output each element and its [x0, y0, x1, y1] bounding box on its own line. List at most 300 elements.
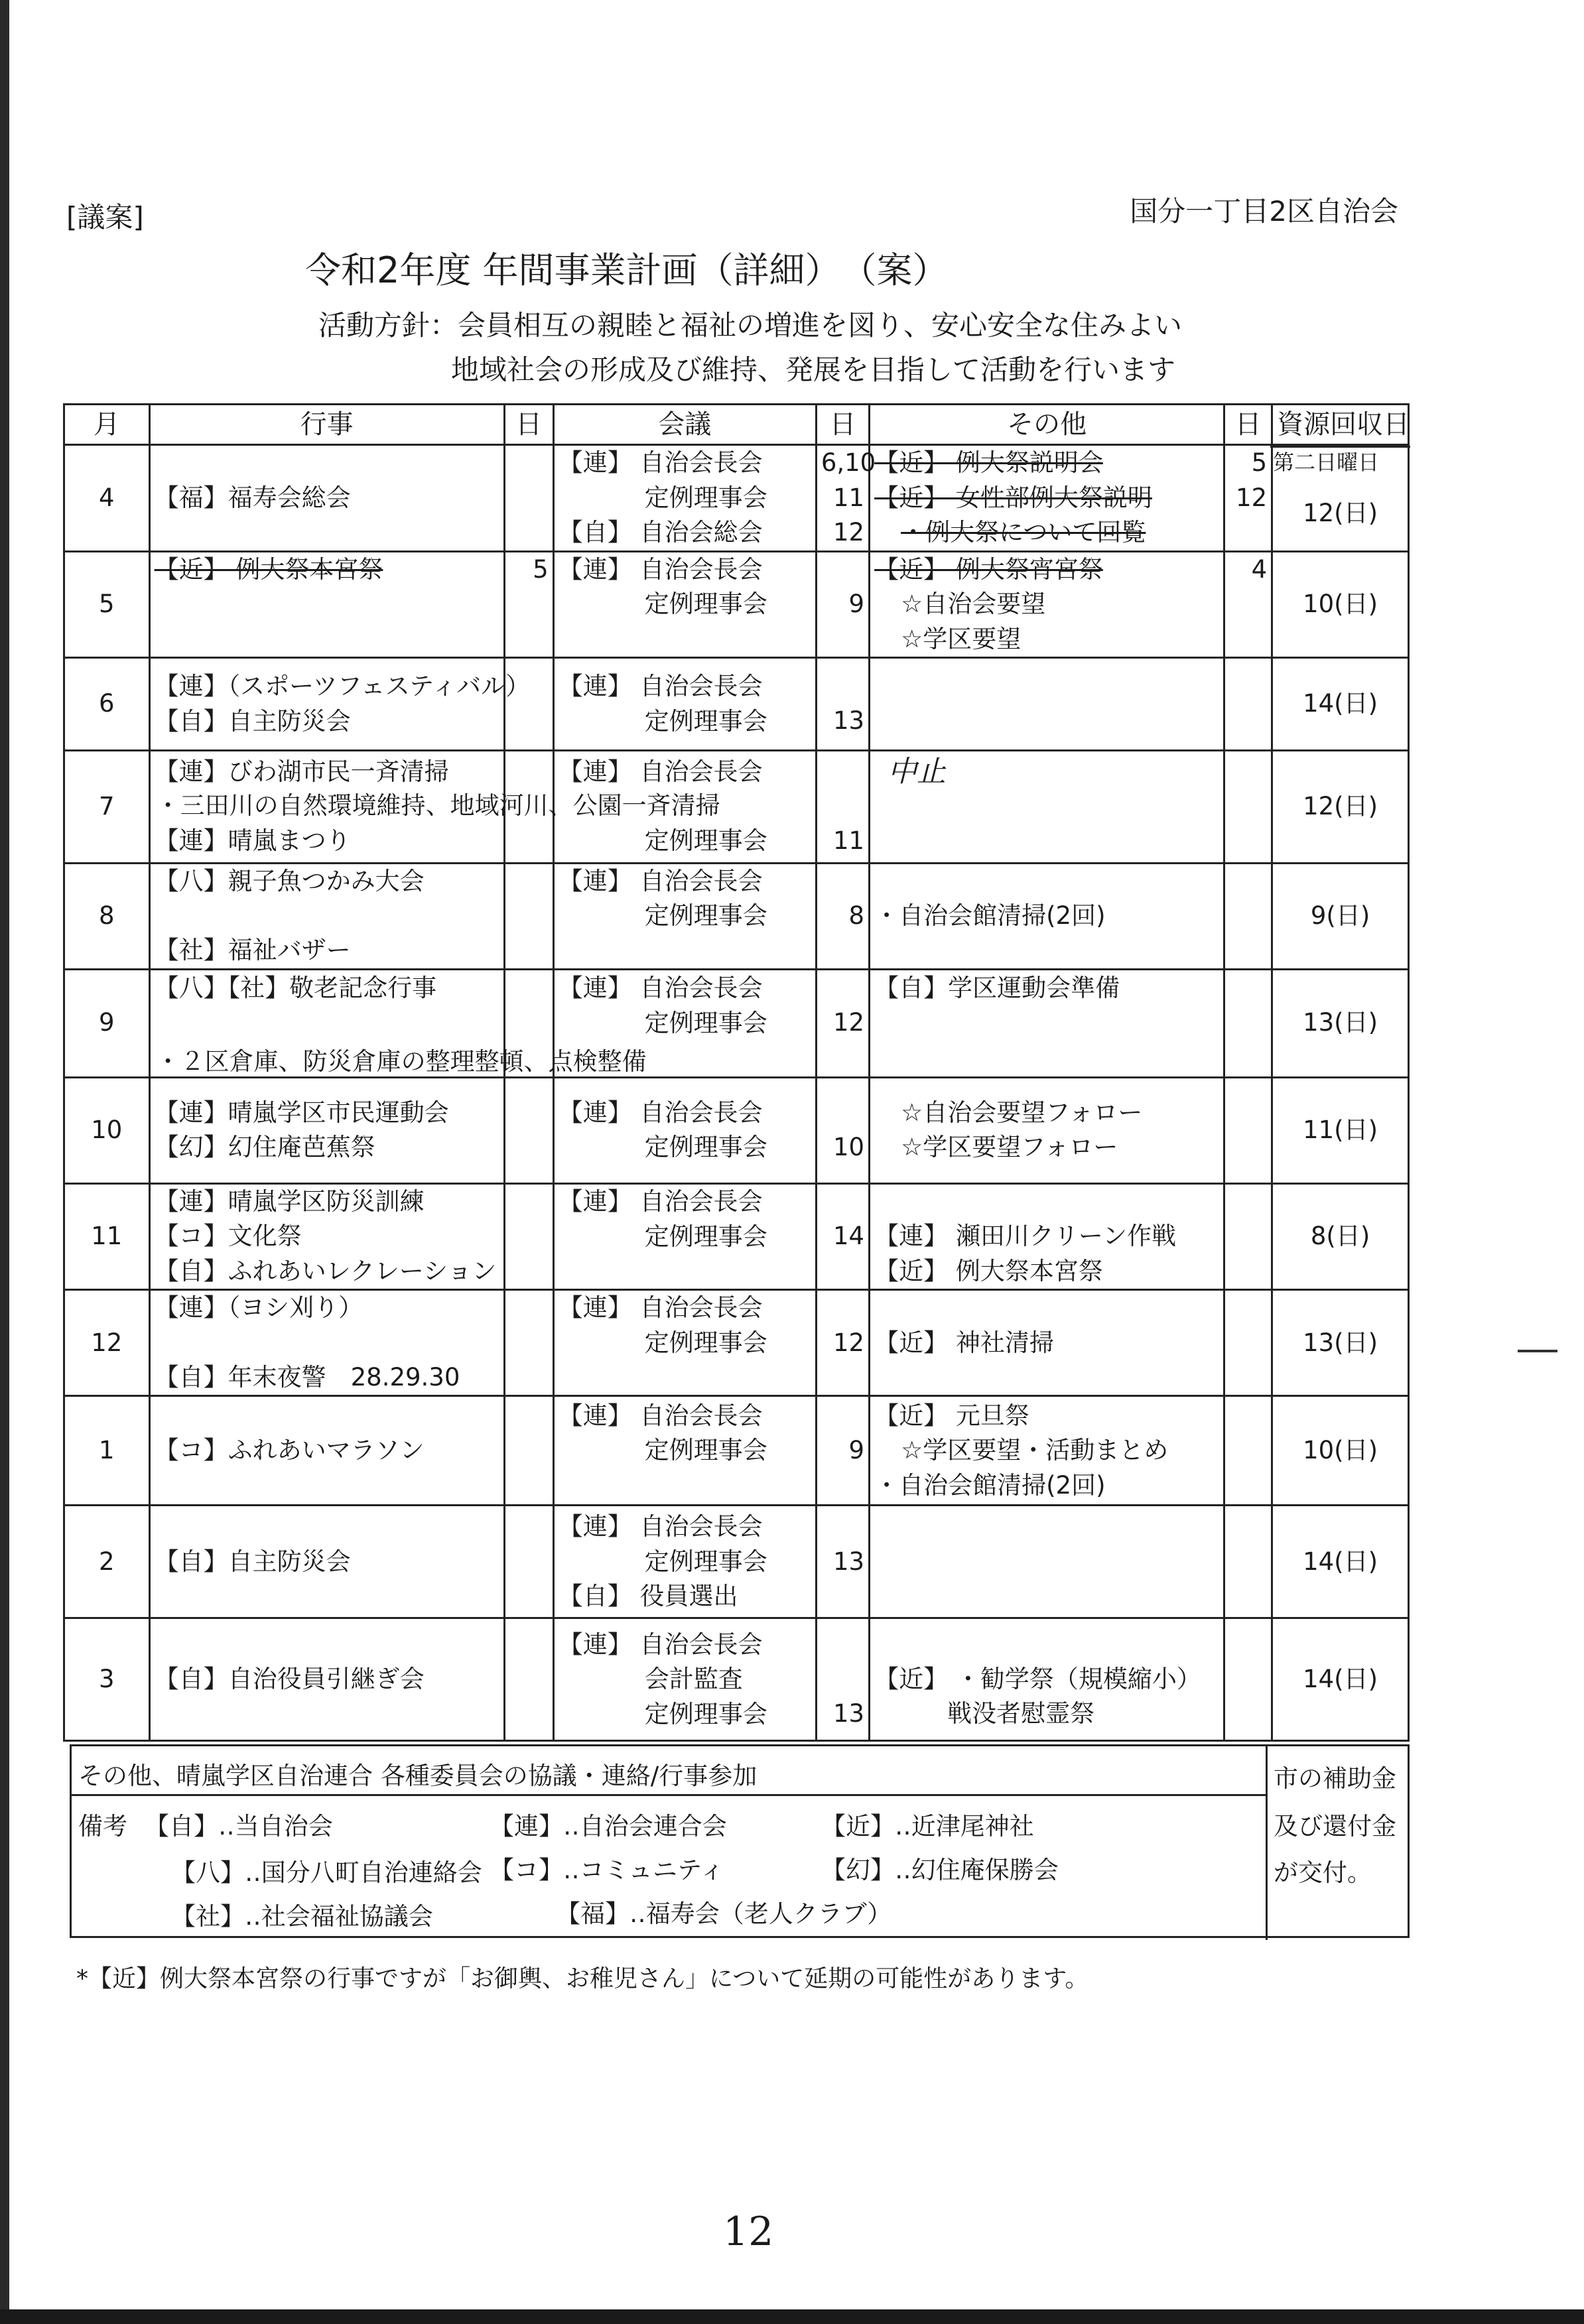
other-day-cell	[1224, 1506, 1272, 1618]
event_day-line	[509, 1096, 549, 1130]
event-cell	[149, 1183, 504, 1290]
event_day-line	[509, 1433, 549, 1468]
legend-item: 【福】‥福寿会（老人クラブ）	[556, 1900, 892, 1928]
meeting_day-line	[821, 971, 864, 1005]
event-line: 【自】自治役員引継ぎ会	[154, 1665, 425, 1694]
other-line	[874, 828, 1219, 862]
event-day-cell	[504, 1077, 553, 1183]
header-recycle-line2: 第二日曜日	[1270, 446, 1410, 478]
meeting-cell	[553, 1618, 816, 1741]
meeting-day-cell	[816, 751, 869, 863]
other_day-line	[1229, 933, 1267, 968]
meeting-cell	[553, 1396, 816, 1506]
meeting_day-line	[821, 1662, 864, 1697]
scan-edge-left	[0, 0, 9, 2324]
other-cell	[870, 551, 1224, 658]
recycle-day-value: 12(日)	[1303, 499, 1378, 528]
recycle-day-cell: 14(日)	[1272, 658, 1409, 751]
meeting_day-line: 13	[833, 1547, 865, 1576]
other_day-line	[1229, 1360, 1267, 1395]
table-row	[64, 863, 1409, 969]
meeting-line: 【自】 自治会総会	[558, 518, 763, 547]
meeting-cell	[553, 1290, 816, 1396]
event_day-line	[509, 899, 549, 933]
meeting_day-line	[821, 1185, 864, 1219]
other_day-line	[1229, 1510, 1267, 1545]
header-meeting-day: 日	[816, 405, 869, 445]
meeting-line	[559, 1360, 811, 1395]
meeting_day-line	[821, 669, 864, 704]
meeting-line: 【連】 自治会長会	[558, 1187, 763, 1216]
meeting-line: 定例理事会	[644, 901, 767, 931]
event-line: 【連】晴嵐学区防災訓練	[154, 1187, 425, 1216]
event-cell	[149, 445, 504, 552]
event_day-line	[509, 622, 549, 657]
other-day-cell	[1224, 969, 1272, 1077]
event-line	[155, 1579, 499, 1614]
event-line: 【連】晴嵐学区市民運動会	[154, 1098, 449, 1127]
meeting_day-line	[821, 933, 864, 968]
meeting-line: 【連】 自治会長会	[558, 1401, 763, 1430]
meeting-day-cell	[816, 658, 869, 751]
meeting-line: 【連】 自治会長会	[558, 757, 763, 786]
month-cell: 7	[64, 751, 150, 863]
event-line: 【連】（スポーツフェスティバル）	[154, 672, 531, 701]
event_day-line	[509, 1185, 549, 1220]
event_day-line: 5	[533, 555, 549, 584]
other_day-line	[1229, 1579, 1267, 1614]
other-cell	[870, 1618, 1224, 1741]
event-line: 【連】晴嵐まつり	[154, 826, 351, 856]
meeting_day-line: 9	[848, 1436, 865, 1465]
month-cell: 2	[64, 1506, 150, 1618]
month-cell: 12	[64, 1290, 150, 1396]
other-line	[874, 1579, 1219, 1614]
meeting-cell	[553, 445, 816, 552]
other-day-cell	[1224, 1396, 1272, 1506]
other-line	[874, 1628, 1219, 1662]
other-cell	[870, 1506, 1224, 1618]
other-line: ☆自治会要望	[901, 590, 1046, 619]
meeting-day-cell	[816, 969, 869, 1077]
table-row	[64, 551, 1409, 658]
event-line: 【八】親子魚つかみ大会	[154, 866, 425, 895]
event-line: 【近】 例大祭本宮祭	[154, 555, 383, 584]
header-other: その他	[870, 405, 1224, 445]
event-line: 【幻】幻住庵芭蕉祭	[154, 1133, 375, 1162]
event-line	[155, 1628, 499, 1662]
other_day-line	[1229, 1220, 1267, 1254]
meeting-day-cell	[816, 1506, 869, 1618]
other-cell	[870, 751, 1224, 863]
organization-name: 国分一丁目2区自治会	[1130, 195, 1398, 227]
event_day-line	[509, 446, 549, 481]
other-day-cell	[1224, 751, 1272, 863]
event-line	[155, 588, 499, 622]
other_day-line	[1229, 1662, 1267, 1697]
other-line: ・自治会館清掃(2回)	[874, 1470, 1106, 1500]
event-line	[155, 446, 499, 481]
meeting_day-line	[821, 1096, 864, 1130]
other-day-cell	[1224, 863, 1272, 969]
meeting-day-cell	[816, 1290, 869, 1396]
header-recycle	[1272, 405, 1409, 445]
header-other-day: 日	[1224, 405, 1272, 445]
meeting-day-cell	[816, 1396, 869, 1506]
other_day-line	[1229, 704, 1267, 739]
event_day-line	[509, 1220, 549, 1254]
other-day-cell	[1224, 658, 1272, 751]
other-line: ☆学区要望フォロー	[901, 1133, 1118, 1162]
other-line: 【近】 例大祭本宮祭	[874, 1256, 1103, 1285]
meeting-line: 定例理事会	[644, 1328, 767, 1357]
event_day-line	[509, 1510, 549, 1545]
policy-line-1: 活動方針：会員相互の親睦と福祉の増進を図り、安心安全な住みよい	[318, 309, 1183, 342]
other-line: 【連】 瀬田川クリーン作戦	[874, 1221, 1177, 1250]
other_day-line	[1229, 1399, 1267, 1433]
other_day-line	[1229, 1326, 1267, 1360]
table-row	[64, 969, 1409, 1077]
meeting-line: 定例理事会	[644, 590, 767, 619]
other-line	[874, 1510, 1219, 1545]
meeting_day-line: 9	[848, 590, 865, 619]
other-line: ・自治会館清掃(2回)	[874, 901, 1106, 930]
event-cell	[149, 1506, 504, 1618]
event-day-cell	[504, 551, 553, 658]
meeting-cell	[553, 1077, 816, 1183]
other_day-line	[1229, 972, 1267, 1006]
header-month: 月	[64, 405, 150, 445]
other_day-line	[1229, 622, 1267, 657]
meeting_day-line	[821, 1628, 864, 1662]
other-line: 戦没者慰霊祭	[947, 1699, 1095, 1728]
event_day-line	[509, 864, 549, 899]
month-cell: 9	[64, 969, 150, 1077]
annual-plan-table	[63, 403, 1410, 1742]
event-day-cell	[504, 1506, 553, 1618]
event-line	[155, 1468, 499, 1503]
footer-other-note: その他、晴嵐学区自治連合 各種委員会の協議・連絡/行事参加	[78, 1762, 758, 1790]
recycle-day-cell: 13(日)	[1272, 1290, 1409, 1396]
other-line: ☆学区要望	[901, 624, 1022, 653]
event-cell	[149, 1077, 504, 1183]
meeting-line: 【連】 自治会長会	[558, 974, 763, 1003]
meeting_day-line: 8	[848, 901, 865, 930]
other_day-line	[1229, 1041, 1267, 1075]
other-cell	[870, 658, 1224, 751]
event-day-cell	[504, 1396, 553, 1506]
header-event: 行事	[149, 405, 504, 445]
other_day-line	[1229, 1697, 1267, 1731]
event_day-line	[509, 972, 549, 1006]
meeting-line: 定例理事会	[644, 1222, 767, 1251]
meeting_day-line	[821, 622, 864, 657]
other-day-cell	[1224, 1077, 1272, 1183]
meeting-cell	[553, 863, 816, 969]
page-number: 12	[723, 2209, 774, 2255]
meeting-line: 【連】 自治会長会	[558, 1512, 763, 1541]
other-line: 【近】 ・勧学祭（規模縮小）	[874, 1664, 1201, 1693]
event-cell	[149, 863, 504, 969]
table-row	[64, 445, 1409, 552]
event-day-cell	[504, 863, 553, 969]
footer-divider	[72, 1794, 1266, 1796]
other-cell	[870, 445, 1224, 552]
other_day-line	[1229, 755, 1267, 789]
legend-item: 【八】‥国分八町自治連絡会	[171, 1858, 482, 1887]
meeting_day-line	[821, 864, 864, 899]
meeting-day-cell	[816, 1618, 869, 1741]
event-line: 【自】自主防災会	[154, 706, 351, 736]
other_day-line	[1229, 789, 1267, 824]
other_day-line	[1229, 1185, 1267, 1220]
meeting_day-line	[821, 1360, 864, 1395]
footnote: *【近】例大祭本宮祭の行事ですが「お御輿、お稚児さん」について延期の可能性があります。	[76, 1965, 1089, 1992]
recycle-day-cell	[1272, 445, 1409, 552]
legend-item: 【社】‥社会福祉協議会	[171, 1902, 433, 1931]
event-day-cell	[504, 1290, 553, 1396]
event-line: 【自】自主防災会	[154, 1547, 351, 1576]
meeting_day-line	[821, 1041, 864, 1075]
month-cell: 4	[64, 445, 150, 552]
month-cell: 1	[64, 1396, 150, 1506]
other_day-line	[1229, 824, 1267, 858]
other-line: ☆学区要望・活動まとめ	[901, 1436, 1169, 1465]
other_day-line	[1229, 1468, 1267, 1502]
event-line	[155, 899, 499, 933]
other_day-line: 4	[1251, 555, 1268, 584]
meeting-cell	[553, 551, 816, 658]
event-line	[155, 1697, 499, 1732]
event-line	[155, 1326, 499, 1360]
event-line: 【自】年末夜警 28.29.30	[154, 1362, 460, 1391]
meeting-line: 【連】 自治会長会	[558, 1293, 763, 1323]
meeting-line: 【連】 自治会長会	[558, 1630, 763, 1659]
meeting_day-line	[821, 1399, 864, 1433]
legend-item: 【近】‥近津尾神社	[821, 1812, 1034, 1840]
meeting_day-line	[821, 552, 864, 587]
other-line	[874, 1006, 1219, 1041]
meeting-line	[559, 1254, 811, 1289]
event-line	[155, 1510, 499, 1545]
event_day-line	[509, 704, 549, 739]
other_day-line	[1229, 1291, 1267, 1326]
footer-divider-vertical	[1266, 1746, 1268, 1940]
event_day-line	[509, 1254, 549, 1289]
legend-item: 【コ】‥コミュニティ	[490, 1856, 724, 1884]
other-line	[874, 1291, 1219, 1326]
event-cell	[149, 969, 647, 1077]
recycle-day-cell: 11(日)	[1272, 1077, 1409, 1183]
other-line	[874, 670, 1219, 704]
other-line: ・例大祭について回覧	[901, 518, 1146, 547]
month-cell: 10	[64, 1077, 150, 1183]
recycle-day-cell: 14(日)	[1272, 1506, 1409, 1618]
event-line	[155, 622, 499, 657]
meeting-line: 【連】 自治会長会	[558, 866, 763, 895]
event-cell	[149, 1396, 504, 1506]
event_day-line	[509, 1291, 549, 1326]
event_day-line	[509, 1399, 549, 1433]
other-line	[874, 864, 1219, 899]
legend-item: 【連】‥自治会連合会	[490, 1812, 727, 1840]
meeting-line: 【連】 自治会長会	[558, 554, 763, 584]
meeting-line: 定例理事会	[644, 1547, 767, 1576]
other-line	[874, 1360, 1219, 1395]
meeting-cell	[553, 1183, 816, 1290]
other_day-line	[1229, 1096, 1267, 1130]
meeting_day-line: 12	[833, 1328, 865, 1357]
event_day-line	[509, 1326, 549, 1360]
meeting-line: 定例理事会	[644, 1436, 767, 1465]
meeting_day-line	[821, 1510, 864, 1545]
recycle-day-cell: 12(日)	[1272, 751, 1409, 863]
event_day-line	[509, 1360, 549, 1395]
event-line: 【社】福祉バザー	[154, 936, 351, 965]
event-cell	[149, 551, 504, 658]
meeting-line	[559, 934, 811, 968]
meeting_day-line	[821, 1579, 864, 1614]
event-day-cell	[504, 445, 553, 552]
event-span-line: ・２区倉庫、防災倉庫の整理整頓、点検整備	[155, 1047, 647, 1076]
table-row	[64, 1290, 1409, 1396]
meeting_day-line	[821, 755, 864, 789]
table-row	[64, 1077, 1409, 1183]
event-line: 【連】（ヨシ刈り）	[154, 1293, 363, 1323]
event_day-line	[509, 1545, 549, 1579]
meeting_day-line: 12	[833, 518, 865, 547]
event-day-cell	[504, 1618, 553, 1741]
other-line	[874, 793, 1219, 828]
event-line	[155, 1399, 499, 1433]
event-day-cell	[504, 1183, 553, 1290]
other-line: 【近】 元旦祭	[874, 1401, 1029, 1430]
event_day-line	[509, 933, 549, 968]
other-cell	[870, 1077, 1224, 1183]
legend-item: 【自】‥当自治会	[145, 1812, 333, 1840]
other-line	[874, 933, 1219, 968]
other-day-cell	[1224, 1183, 1272, 1290]
meeting_day-line	[821, 1254, 864, 1289]
other_day-line	[1229, 1545, 1267, 1579]
meeting_day-line: 6,10	[821, 448, 876, 477]
header-meeting: 会議	[553, 405, 816, 445]
meeting-line: 定例理事会	[644, 1133, 767, 1162]
event-line	[155, 515, 499, 550]
other-day-cell	[1224, 1618, 1272, 1741]
event-line: 【八】【社】敬老記念行事	[154, 974, 437, 1003]
other-line	[874, 1041, 1219, 1075]
event_day-line	[509, 515, 549, 550]
meeting-line: 会計監査	[644, 1665, 743, 1694]
meeting-line: 【連】 自治会長会	[558, 1098, 763, 1127]
recycle-day-cell: 8(日)	[1272, 1183, 1409, 1290]
other-line	[874, 1545, 1219, 1579]
legend-item: 【幻】‥幻住庵保勝会	[821, 1856, 1059, 1884]
recycle-day-cell: 14(日)	[1272, 1618, 1409, 1741]
event_day-line	[509, 588, 549, 622]
other-line	[874, 704, 1219, 739]
event_day-line	[509, 1579, 549, 1614]
meeting-day-cell	[816, 551, 869, 658]
agenda-label: [議案]	[66, 201, 144, 233]
header-event-day: 日	[504, 405, 553, 445]
table-row	[64, 751, 1409, 863]
event-cell	[149, 1618, 504, 1741]
other_day-line	[1229, 670, 1267, 704]
table-row	[64, 1183, 1409, 1290]
header-recycle-line1: 資源回収日	[1277, 409, 1410, 440]
other-day-cell	[1224, 1290, 1272, 1396]
subsidy-line-2: 及び還付金	[1274, 1812, 1396, 1840]
meeting-line: 定例理事会	[644, 483, 767, 512]
meeting-line: 定例理事会	[644, 1699, 767, 1728]
other_day-line: 12	[1236, 483, 1268, 512]
other-cell	[870, 863, 1224, 969]
event-line	[155, 1006, 499, 1041]
subsidy-line-3: が交付。	[1274, 1858, 1372, 1887]
event-line: 【連】びわ湖市民一斉清掃	[154, 757, 449, 786]
other_day-line	[1229, 1254, 1267, 1289]
other-day-cell	[1224, 551, 1272, 658]
month-cell: 3	[64, 1618, 150, 1741]
meeting-day-cell	[816, 1183, 869, 1290]
event_day-line	[509, 1628, 549, 1662]
policy-line-2: 地域社会の形成及び維持、発展を目指して活動を行います	[451, 354, 1176, 386]
meeting_day-line: 11	[833, 483, 865, 512]
event-cell	[149, 1290, 504, 1396]
event_day-line	[509, 1006, 549, 1041]
meeting-line	[559, 1468, 811, 1503]
recycle-day-cell: 13(日)	[1272, 969, 1409, 1077]
other_day-line	[1229, 899, 1267, 933]
event_day-line	[509, 824, 549, 858]
event_day-line	[509, 755, 549, 789]
other-line: 【近】 例大祭宵宮祭	[874, 554, 1103, 584]
other-line: 中止	[888, 755, 947, 789]
meeting-line: 【自】 役員選出	[558, 1582, 738, 1611]
other_day-line	[1229, 1628, 1267, 1662]
event-cell	[149, 658, 531, 751]
month-cell: 5	[64, 551, 150, 658]
event_day-line	[509, 1130, 549, 1165]
other_day-line	[1229, 1130, 1267, 1165]
event_day-line	[509, 1468, 549, 1502]
meeting-line: 【連】 自治会長会	[558, 448, 763, 477]
recycle-day-cell: 10(日)	[1272, 551, 1409, 658]
other-line	[874, 1185, 1219, 1219]
event_day-line	[509, 481, 549, 515]
other_day-line	[1229, 588, 1267, 622]
event-line: 【コ】ふれあいマラソン	[154, 1436, 425, 1465]
meeting_day-line	[821, 1291, 864, 1326]
month-cell: 11	[64, 1183, 150, 1290]
document-title: 令和2年度 年間事業計画（詳細） （案）	[305, 249, 949, 291]
meeting_day-line: 13	[833, 1699, 865, 1728]
meeting_day-line: 12	[833, 1008, 865, 1037]
meeting_day-line: 10	[833, 1132, 865, 1161]
other-cell	[870, 1396, 1224, 1506]
meeting-line: 【連】 自治会長会	[558, 672, 763, 701]
other-day-cell	[1224, 445, 1272, 552]
meeting-line	[559, 622, 811, 657]
other-line: 【近】 例大祭説明会	[874, 448, 1103, 477]
event-line: 【福】福寿会総会	[154, 483, 351, 512]
scan-edge-bottom	[0, 2309, 1584, 2324]
meeting-cell	[553, 1506, 816, 1618]
other_day-line	[1229, 515, 1267, 550]
footer-box	[70, 1744, 1410, 1938]
